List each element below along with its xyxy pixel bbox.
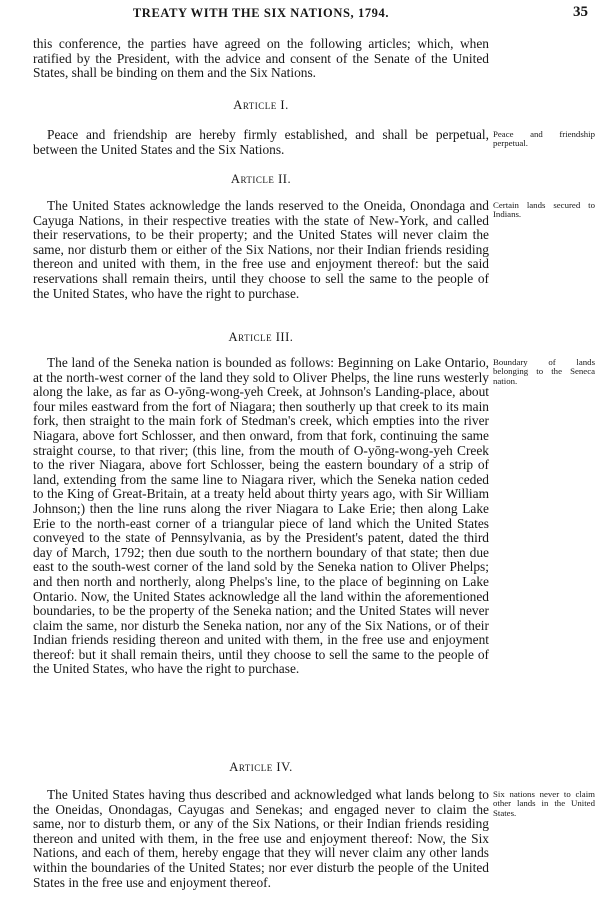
article-1-heading: Article I. <box>233 98 289 112</box>
article-2-heading: Article II. <box>230 172 292 186</box>
article-3-margin-note: Boundary of lands belonging to the Seneca nation. <box>493 357 595 386</box>
article-1-text: Peace and friendship are hereby firmly established, and shall be perpetual, between the United States and the Six Nations. <box>33 127 489 157</box>
article-4-margin-note: Six nations never to claim other lands in the United States. <box>493 789 595 818</box>
article-3-heading: Article III. <box>228 330 294 344</box>
article-4-heading: Article IV. <box>229 760 293 774</box>
article-4-text: The United States having thus described and acknowledged what lands belong to the Oneidas, Onondagas, Cayugas and Senekas; and engaged never to claim the same, nor to disturb them, or any of the Six Nations, or their Indian friends residing thereon and united with them, in the free use and enjoyment thereof: Now, the Six Nations, and each of them, hereby engage that they will never claim any other lands within the boundaries of the United States; nor ever disturb the people of the United States in the free use and enjoyment thereof. <box>33 787 489 890</box>
article-2-text: The United States acknowledge the lands reserved to the Oneida, Onondaga and Cayuga Nations, in their respective treaties with the state of New-York, and called their reservations, to be their property; and the United States will never claim the same, nor disturb them or either of the Six Nations, nor their Indian friends residing thereon and united with them, in the free use and enjoyment thereof: but the said reservations shall remain theirs, until they choose to sell the same to the people of the United States, who have the right to purchase. <box>33 198 489 301</box>
article-3-text: The land of the Seneka nation is bounded as follows: Beginning on Lake Ontario, at the north-west corner of the land they sold to Oliver Phelps, the line runs westerly along the lake, as far as O-yōng-wong-yeh Creek, at Johnson's Landing-place, about four miles eastward from the fort of Niagara; then southerly up that creek to its main fork, then straight to the main fork of Stedman's creek, which empties into the river Niagara, above fort Schlosser, and then onward, from that fork, continuing the same straight course, to that river; (this line, from the mouth of O-yōng-wong-yeh Creek to the river Niagara, above fort Schlosser, being the eastern boundary of a strip of land, extending from the same line to Niagara river, which the Seneka nation ceded to the King of Great-Britain, at a treaty held about thirty years ago, with Sir William Johnson;) then the line runs along the river Niagara to Lake Erie; then along Lake Erie to the north-east corner of a triangular piece of land which the United States conveyed to the state of Pennsylvania, as by the President's patent, dated the third day of March, 1792; then due south to the northern boundary of that state; then due east to the south-west corner of the land sold by the Seneka nation to Oliver Phelps; and then north and northerly, along Phelps's line, to the place of beginning on Lake Ontario. Now, the United States acknowledge all the land within the aforementioned boundaries, to be the property of the Seneka nation; and the United States will never claim the same, nor disturb the Seneka nation, nor any of the Six Nations, or of their Indian friends residing thereon and united with them, in the free use and enjoyment thereof: but it shall remain theirs, until they choose to sell the same to the people of the United States, who have the right to purchase. <box>33 355 489 677</box>
intro-paragraph: this conference, the parties have agreed on the following articles; which, when ratified by the President, with the advice and consent of the Senate of the United States, shall be binding on them and the Six Nations. <box>33 36 489 81</box>
article-2-margin-note: Certain lands secured to Indians. <box>493 200 595 220</box>
running-head: TREATY WITH THE SIX NATIONS, 1794. <box>132 6 390 20</box>
article-1-margin-note: Peace and friendship perpetual. <box>493 129 595 149</box>
page-number: 35 <box>573 4 588 20</box>
